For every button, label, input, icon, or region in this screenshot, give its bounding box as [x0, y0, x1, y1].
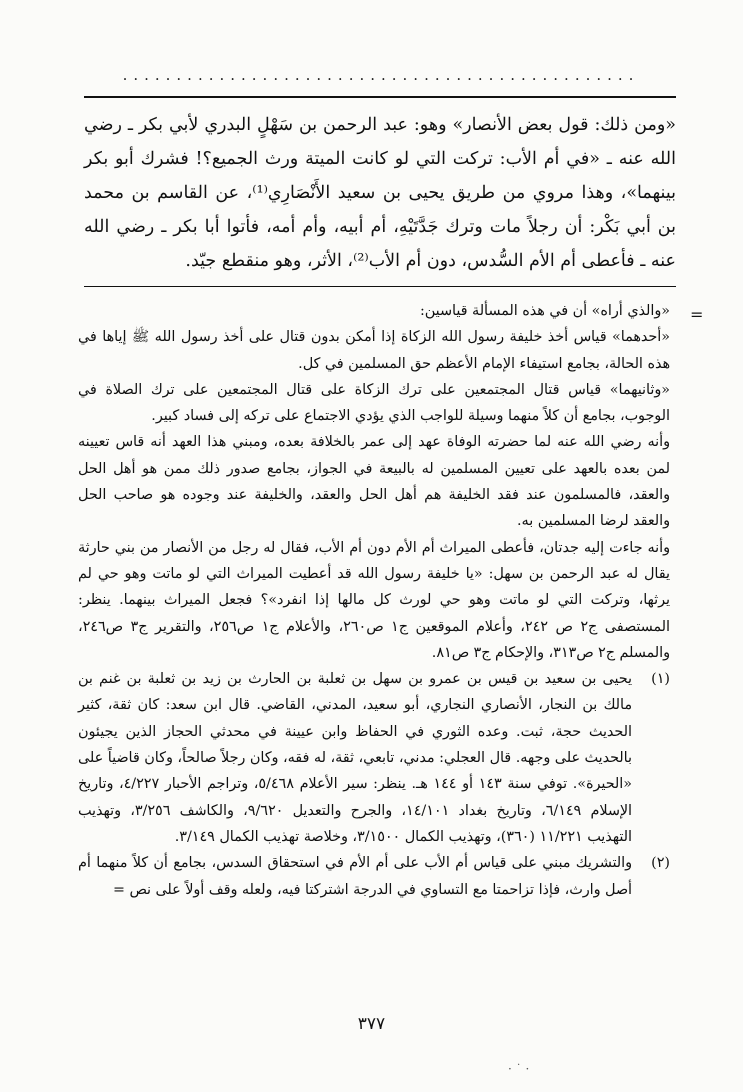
scan-specks: · ˙ ·: [508, 1062, 530, 1076]
footnote-text-body: والتشريك مبني على قياس أم الأب على أم الأم في استحقاق السدس، بجامع أن كلاً منهما أم أصل وارث، فإذا تزاحمتا مع التساوي في الدرجة اشتركتا فيه، ولعله وقف أولاً على نص: [78, 855, 632, 898]
footnote-number: (٢): [651, 855, 670, 872]
main-paragraph: «ومن ذلك: قول بعض الأنصار» وهو: عبد الرحمن بن سَهْلٍ البدري لأبي بكر ـ رضي الله عنه ـ «في أم الأب: تركت التي لو كانت الميتة ورث الجميع؟! فشرك أبو بكر بينهما»، وهذا مروي من طريق يحيى بن سعيد الأَنْصَارِي⁽¹⁾، عن القاسم بن محمد بن أبي بَكْر: أن رجلاً مات وترك جَدَّتَيْهِ، أم أبيه، وأم أمه، فأتوا أبا بكر ـ رضي الله عنه ـ فأعطى أم الأم السُّدس، دون أم الأب⁽²⁾، الأثر، وهو منقطع جيّد.: [84, 115, 676, 271]
footnote-continuation-line: وأنه جاءت إليه جدتان، فأعطى الميراث أم الأم دون أم الأب، فقال له رجل من الأنصار من بني حارثة يقال له عبد الرحمن بن سهل: «يا خليفة رسول الله قد أعطيت الميراث التي لو ماتت وهو حي لم يرثها، وتركت التي لو ماتت وهو حي لورث كل مالها إذا انفرد»؟ فجعل الميراث بينهما. ينظر: المستصفى ج٢ ص ٢٤٢، وأعلام الموقعين ج١ ص٢٦٠، والأعلام ج١ ص٢٥٦، والتقرير ج٣ ص٢٤٦، والمسلم ج٢ ص٣١٣، والإحكام ج٣ ص٨١.: [78, 539, 670, 661]
main-text: [84, 108, 676, 278]
footnote-separator: [84, 286, 676, 287]
header-solid-rule: [84, 96, 676, 98]
footnote-text: يحيى بن سعيد بن قيس بن عمرو بن سهل بن ثعلبة بن الحارث بن زيد بن ثعلبة بن غنم بن مالك بن النجار، الأنصاري النجاري، أبو سعيد، المدني، القاضي. قال ابن سعد: كان ثقة، كثير الحديث حجة، ثبت. وعده الثوري في الحفاظ وابن عيينة في محدثي الحجاز الذين يجيئون بالحديث على وجهه. قال العجلي: مدني، تابعي، ثقة، له فقه، وكان رجلاً صالحاً، وكان قاضياً على «الحيرة». توفي سنة ١٤٣ أو ١٤٤ هـ. ينظر: سير الأعلام ٥/٤٦٨، وتراجم الأحبار ٤/٢٢٧، وتاريخ الإسلام ٦/١٤٩، وتاريخ بغداد ١٤/١٠١، والجرح والتعديل ٩/٦٢٠، والكاشف ٣/٢٥٦، وتهذيب التهذيب ١١/٢٢١ (٣٦٠)، وتهذيب الكمال ٣/١٥٠٠، وخلاصة تهذيب الكمال ٣/١٤٩.: [78, 671, 633, 845]
page-number: ٣٧٧: [357, 1014, 386, 1034]
footnote-text: [78, 850, 632, 903]
continuation-marker: =: [690, 305, 704, 324]
footnote-continuation-line: «والذي أراه» أن في هذه المسألة قياسين:: [419, 303, 670, 319]
footnote-continues-marker: =: [112, 881, 125, 898]
footnote-continuation-line: «أحدهما» قياس أخذ خليفة رسول الله الزكاة إذا أمكن بدون قتال على أخذ رسول الله ﷺ إياها في هذه الحالة، بجامع استيفاء الإمام الأعظم حق المسلمين في كل.: [78, 329, 670, 372]
header-dotted-rule: ................................................: [122, 66, 640, 84]
footnote-1: [78, 666, 670, 850]
footnote-number: (١): [651, 671, 670, 688]
footnotes-block: [78, 298, 670, 903]
footnote-continuation-line: وأنه رضي الله عنه لما حضرته الوفاة عهد إلى عمر بالخلافة بعده، ومبني هذا العهد أنه قاس تعيينه لمن بعده بالعهد على تعيين المسلمين له بالبيعة في الجواز، بجامع صدور ذلك ممن هو أهل الحل والعقد، فالمسلمون عند فقد الخليفة هم أهل الحل والعقد، والخليفة عند وجوده هو صاحب الحل والعقد لرضا المسلمين به.: [78, 434, 670, 530]
footnote-2: [78, 850, 670, 903]
footnote-continuation-line: «وثانيهما» قياس قتال المجتمعين على ترك الزكاة على قتال المجتمعين على ترك الصلاة في الوجوب، بجامع أن كلاً منهما وسيلة للواجب الذي يؤدي الاجتماع على تركه إلى فساد كبير.: [78, 381, 670, 425]
